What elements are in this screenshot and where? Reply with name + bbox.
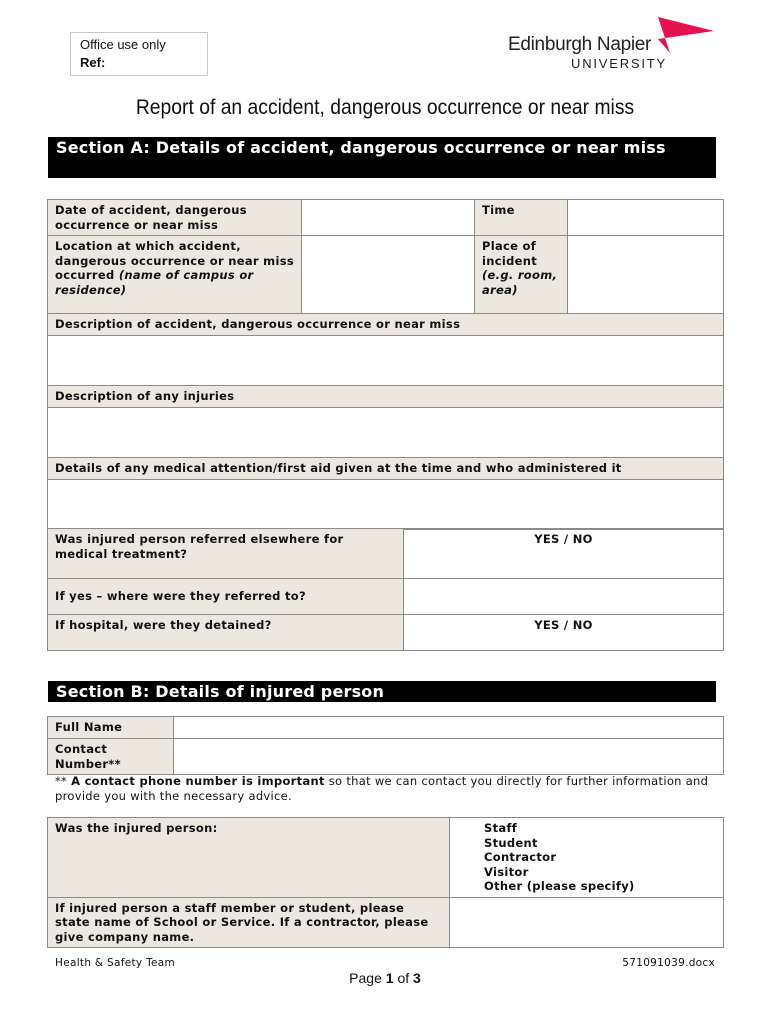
page-current: 1 bbox=[385, 970, 394, 986]
option-visitor[interactable]: Visitor bbox=[484, 864, 529, 879]
description-field[interactable] bbox=[48, 336, 724, 386]
section-b-status-table bbox=[47, 817, 724, 948]
section-b-person-table bbox=[47, 716, 724, 775]
university-logo bbox=[508, 34, 673, 72]
section-a-details-table bbox=[47, 199, 724, 530]
page-total: 3 bbox=[413, 970, 421, 986]
logo-arrow-icon bbox=[656, 17, 716, 53]
logo-university: UNIVERSITY bbox=[571, 56, 668, 71]
detained-label: If hospital, were they detained? bbox=[48, 615, 404, 651]
contact-note-emphasis: A contact phone number is important bbox=[71, 774, 325, 788]
injuries-label: Description of any injuries bbox=[48, 386, 724, 408]
description-label: Description of accident, dangerous occurrence or near miss bbox=[48, 314, 724, 336]
place-hint: (e.g. room, area) bbox=[482, 268, 558, 297]
injuries-field[interactable] bbox=[48, 408, 724, 458]
referred-field[interactable]: YES / NO bbox=[404, 529, 724, 579]
detained-field[interactable]: YES / NO bbox=[404, 615, 724, 651]
footer-filename: 571091039.docx bbox=[622, 957, 715, 969]
option-other[interactable]: Other (please specify) bbox=[484, 879, 635, 893]
referred-label: Was injured person referred elsewhere for medical treatment? bbox=[48, 529, 404, 579]
medical-field[interactable] bbox=[48, 480, 724, 530]
place-label: Place of incident (e.g. room, area) bbox=[475, 236, 568, 314]
where-label: If yes – where were they referred to? bbox=[48, 579, 404, 615]
contact-label: Contact Number** bbox=[48, 739, 174, 775]
date-field[interactable] bbox=[302, 200, 475, 236]
contact-note: ** A contact phone number is important so that we can contact you directly for further information and provide you with the necessary advice. bbox=[55, 774, 709, 803]
person-options bbox=[450, 818, 724, 898]
document-title: Report of an accident, dangerous occurrence or near miss bbox=[135, 96, 635, 119]
time-field[interactable] bbox=[568, 200, 724, 236]
place-field[interactable] bbox=[568, 236, 724, 314]
medical-label: Details of any medical attention/first aid given at the time and who administered it bbox=[48, 458, 724, 480]
section-a-referral-table bbox=[47, 528, 724, 651]
date-label: Date of accident, dangerous occurrence or near miss bbox=[48, 200, 302, 236]
office-use-label: Office use only bbox=[80, 37, 166, 52]
section-a-heading: Section A: Details of accident, dangerous occurrence or near miss bbox=[48, 137, 716, 178]
time-label: Time bbox=[475, 200, 568, 236]
section-b-heading: Section B: Details of injured person bbox=[48, 681, 716, 702]
contact-field[interactable] bbox=[174, 739, 724, 775]
full-name-label: Full Name bbox=[48, 717, 174, 739]
location-field[interactable] bbox=[302, 236, 475, 314]
full-name-field[interactable] bbox=[174, 717, 724, 739]
where-field[interactable] bbox=[404, 579, 724, 615]
school-label: If injured person a staff member or student, please state name of School or Service. If a contractor, please give company name. bbox=[48, 897, 450, 948]
option-student[interactable]: Student bbox=[484, 835, 538, 850]
was-person-label: Was the injured person: bbox=[48, 818, 450, 898]
logo-name: Edinburgh Napier bbox=[508, 34, 652, 55]
school-field[interactable] bbox=[450, 897, 724, 948]
location-label: Location at which accident, dangerous occurrence or near miss occurred (name of campus or residence) bbox=[48, 236, 302, 314]
option-contractor[interactable]: Contractor bbox=[484, 850, 557, 864]
ref-label: Ref: bbox=[80, 55, 106, 70]
footer-team: Health & Safety Team bbox=[55, 957, 176, 969]
page-number: Page 1 of 3 bbox=[349, 970, 421, 986]
option-staff[interactable]: Staff bbox=[484, 821, 518, 835]
location-hint: (name of campus or residence) bbox=[55, 268, 254, 297]
office-use-box bbox=[70, 32, 208, 76]
